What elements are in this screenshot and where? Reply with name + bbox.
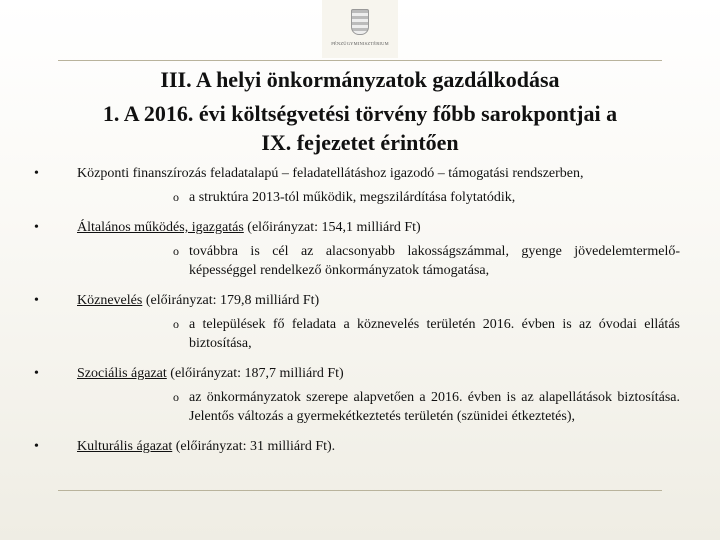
item-text: (előirányzat: 187,7 milliárd Ft) [166, 366, 344, 381]
bullet-icon: • [34, 293, 39, 308]
circle-bullet-icon: o [173, 244, 179, 258]
circle-bullet-icon: o [173, 317, 179, 331]
bullet-icon: • [34, 366, 39, 381]
list-item [34, 437, 680, 456]
item-heading: Szociális ágazat [77, 366, 167, 381]
item-heading: Kulturális ágazat [77, 439, 173, 454]
circle-bullet-icon: o [173, 390, 179, 404]
ministry-logo [322, 0, 398, 58]
item-text: Központi finanszírozás feladatalapú – feladatellátáshoz igazodó – támogatási rendszerben, [77, 166, 584, 181]
sub-item-text: az önkormányzatok szerepe alapvetően a 2016. évben is az alapellátások biztosítása. Jelentős változás a gyermekétkeztetés területén (szünidei étkeztetés), [189, 390, 680, 424]
sub-item [77, 388, 680, 426]
list-item [34, 291, 680, 353]
bullet-icon: • [34, 220, 39, 235]
sub-item [77, 188, 680, 207]
sub-item-text: a települések fő feladata a köznevelés területén 2016. évben is az óvodai ellátás biztosítása, [189, 317, 680, 351]
slide-subtitle-line2: IX. fejezetet érintően [261, 130, 459, 155]
slide-title: III. A helyi önkormányzatok gazdálkodása [160, 67, 560, 92]
sub-item [77, 315, 680, 353]
list-item [34, 164, 680, 207]
item-heading: Általános működés, igazgatás [77, 220, 244, 235]
item-text: (előirányzat: 154,1 milliárd Ft) [243, 220, 421, 235]
sub-item [77, 242, 680, 280]
circle-bullet-icon: o [173, 190, 179, 204]
list-item [34, 218, 680, 280]
list-item [34, 364, 680, 426]
item-text: (előirányzat: 179,8 milliárd Ft) [142, 293, 320, 308]
item-text: (előirányzat: 31 milliárd Ft). [172, 439, 336, 454]
bullet-list [34, 164, 680, 467]
item-heading: Köznevelés [77, 293, 143, 308]
slide-subtitle-line1: 1. A 2016. évi költségvetési törvény főbb sarokpontjai a [102, 101, 618, 126]
bullet-icon: • [34, 439, 39, 454]
coat-of-arms-icon [351, 9, 369, 35]
top-divider [58, 60, 662, 61]
sub-item-text: továbbra is cél az alacsonyabb lakosságszámmal, gyenge jövedelemtermelő-képességgel rendelkező önkormányzatok támogatása, [189, 244, 680, 278]
bullet-icon: • [34, 166, 39, 181]
bottom-divider [58, 490, 662, 491]
sub-item-text: a struktúra 2013-tól működik, megszilárdítása folytatódik, [189, 190, 516, 205]
logo-text: PÉNZÜGYMINISZTÉRIUM [331, 41, 389, 46]
